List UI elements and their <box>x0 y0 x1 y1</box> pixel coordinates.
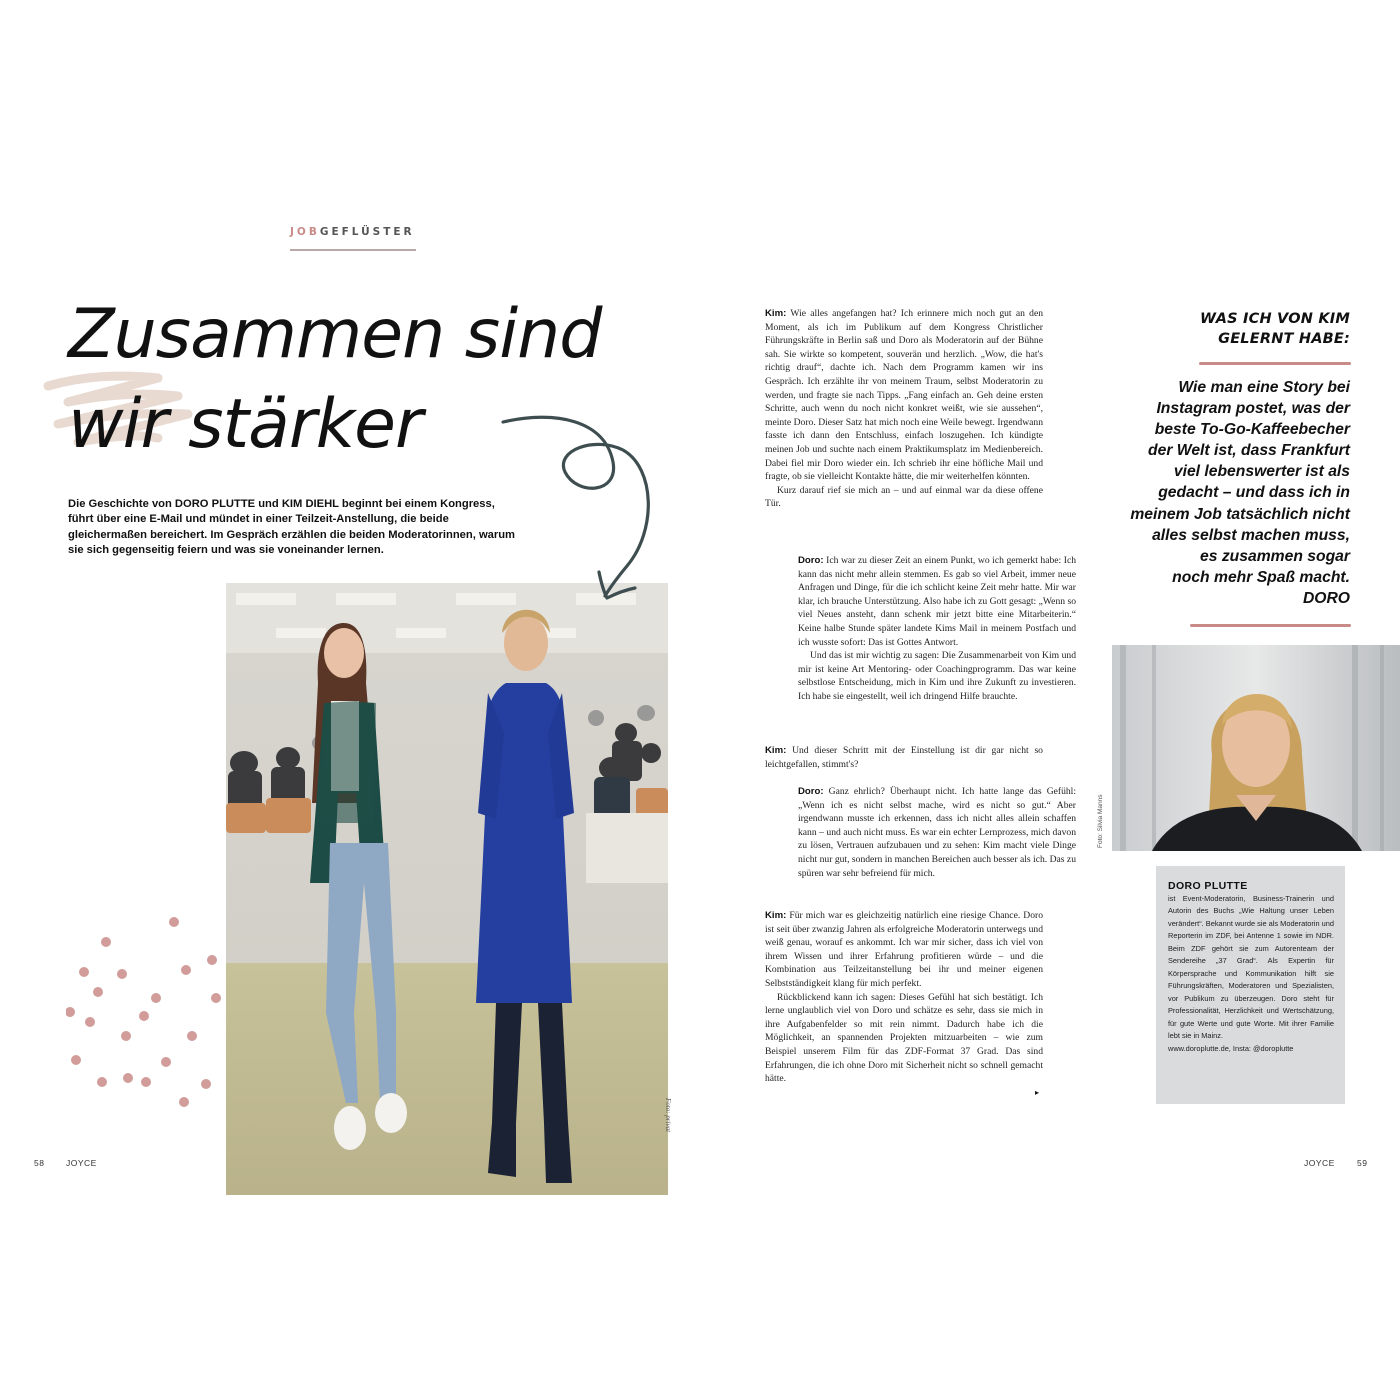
quote-line: alles selbst machen muss, <box>1152 526 1350 544</box>
page-number-left: 58 <box>34 1158 45 1168</box>
speaker-label: Kim: <box>765 910 787 921</box>
answer-text: Ganz ehrlich? Überhaupt nicht. Ich hatte lange das Gefühl: „Wenn ich es nicht selbst mache, wird es nicht so gut.“ Aber irgendwann musste ich erkennen, dass ich nicht alles allein schaffen kann – und auch nicht muss. Es war ein echter Lernprozess, mich davon zu lösen, Vertrauen aufzubauen und zu sehen: Kim macht viele Dinge nicht nur gut, sondern in manchen Bereichen auch besser als ich. Das zu spüren war sehr befreiend für mich. <box>798 786 1076 879</box>
title-line-1: Zusammen sind <box>68 295 602 374</box>
quote-line: beste To-Go-Kaffeebecher <box>1154 421 1350 439</box>
answer-text: Wie alles angefangen hat? Ich erinnere mich noch gut an den Moment, als ich im Publikum auf dem Kongress Christlicher Führungskräfte in Berlin saß und Doro als Moderatorin auf der Bühne sah. Sie wirkte so kompetent, souverän und herzlich. „Wow, die hat's richtig drauf“, dachte ich. Nach dem Programm kamen wir ins Gespräch. Ich erzählte ihr von meinem Traum, selbst Moderatorin zu werden, und fragte sie nach Tipps. „Fang einfach an. Geh deine ersten Schritte, auch wenn du noch nicht konkret weißt, wie sie aussehen“, meinte Doro. Dieser Satz hat mich noch eine Weile bewegt. Irgendwann fasste ich dann den Entschluss, einfach loszugehen. Ich kündigte meinen Job und suchte nach einem Praktikumsplatz im Medienbereich. Dabei fiel mir Doro wieder ein. Ich schrieb ihr eine höfliche Mail und fragte, ob sie vielleicht Kontakte hätte, die mir weiterhelfen könnten. <box>765 308 1043 483</box>
quote-heading-line-2: GELERNT HABE: <box>1218 331 1350 347</box>
rubric-accent: JOB <box>290 226 320 238</box>
lead-paragraph: Die Geschichte von DORO PLUTTE und KIM DIEHL beginnt bei einem Kongress, führt über eine E-Mail und mündet in einer Teilzeit-Anstellung, die beide gleichermaßen bereichert. Im Gespräch erzählen die beiden Moderatorinnen, warum sie sich gegenseitig feiern und was sie voneinander lernen. <box>68 498 516 556</box>
quote-divider-bottom <box>1190 624 1351 627</box>
pull-quote <box>1070 377 1350 609</box>
quote-line: meinem Job tatsächlich nicht <box>1130 505 1350 523</box>
quote-line: Wie man eine Story bei <box>1178 379 1350 396</box>
bio-name: DORO PLUTTE <box>1168 880 1248 892</box>
quote-line: viel lebenswerter ist als <box>1173 463 1350 481</box>
magazine-name-left: JOYCE <box>66 1158 97 1168</box>
end-mark: ▸ <box>1035 1088 1040 1097</box>
answer-text: Ich war zu dieser Zeit an einem Punkt, wo ich gemerkt habe: Ich kann das nicht mehr allein stemmen. Es gab so viel Arbeit, immer neue Anfragen und Dinge, für die ich schlicht keine Zeit mehr hatte. Mir war klar, ich brauche Unterstützung. Also habe ich zu Gott gesagt: „Wenn so viel Neues ansteht, dann schenk mir jetzt bitte eine Mitarbeiterin.“ Keine halbe Stunde später landete Kims Mail in meinem Postfach und ich wusste sofort: Das ist Gottes Antwort. <box>798 555 1077 648</box>
quote-divider-top <box>1199 362 1351 365</box>
bio-web: www.doroplutte.de, Insta: @doroplutte <box>1168 1043 1294 1053</box>
rubric-rest: GEFLÜSTER <box>319 226 415 238</box>
photo-doro-portrait <box>1112 645 1400 851</box>
magazine-name-right: JOYCE <box>1304 1158 1335 1168</box>
speaker-label: Kim: <box>765 308 787 319</box>
speaker-label: Doro: <box>798 555 824 566</box>
quote-line: der Welt ist, dass Frankfurt <box>1148 442 1350 460</box>
quote-heading <box>1200 309 1350 349</box>
speaker-label: Kim: <box>765 745 787 756</box>
photo-doro-and-kim <box>226 583 668 1195</box>
quote-line: noch mehr Spaß macht. <box>1172 568 1350 586</box>
quote-line: es zusammen sogar <box>1200 547 1350 565</box>
answer-text: Für mich war es gleichzeitig natürlich eine riesige Chance. Doro ist seit über zwanzig Jahren als erfolgreiche Moderatorin unterwegs und weiß genau, worauf es ankommt. Ich war mir sicher, dass ich viel von ihrem Wissen und ihrer Erfahrung profitieren würde – und die Kombination aus Teilzeitanstellung bei ihr und meiner eigenen Selbstständigkeit klang für mich perfekt. <box>765 910 1043 989</box>
rubric-underline <box>290 249 416 251</box>
quote-author: DORO <box>1302 589 1350 607</box>
bio-text-block <box>1168 880 1334 1055</box>
interview-block-2 <box>798 554 1076 704</box>
page-title <box>68 290 601 470</box>
bio-text: ist Event-Moderatorin, Business-Trainerin und Autorin des Buchs „Wie Haltung unser Leben verändert“. Bekannt wurde sie als Moderatorin und Reporterin im ZDF, bei Antenne 1 sowie im NDR. Beim ZDF gehört sie zum Autorenteam der Sendereihe „37 Grad“. Als Expertin für Körpersprache und Kommunikation hilft sie Führungskräften, Moderatoren und Spezialisten, vor Publikum zu überzeugen. Doro steht für Professionalität, Herzlichkeit und Wertschätzung, für gute Werte und gute Worte. Mit ihrer Familie lebt sie in Mainz. <box>1168 893 1334 1040</box>
photo-credit-right: Foto: Silvia Manns <box>1097 794 1104 848</box>
dots-decoration <box>66 912 226 1112</box>
answer-continuation: Rückblickend kann ich sagen: Dieses Gefühl hat sich bestätigt. Ich lerne unglaublich viel von Doro und schätze es sehr, dass sie mich in ihre Aufgabenfelder so mit rein nimmt. Dadurch habe ich die Möglichkeit, an spannenden Projekten mitzuarbeiten – wie zum Beispiel unserem Film für das ZDF-Format 37 Grad. Das sind Erfahrungen, die ich ohne Doro mit Sicherheit nicht so schnell gemacht hätte. <box>765 991 1043 1085</box>
quote-line: gedacht – und dass ich in <box>1158 484 1350 502</box>
quote-heading-line-1: WAS ICH VON KIM <box>1200 311 1350 327</box>
portrait-illustration <box>1112 645 1400 851</box>
photo-illustration <box>226 583 668 1195</box>
title-line-2: wir stärker <box>68 385 422 464</box>
quote-line: Instagram postet, was der <box>1156 400 1350 418</box>
speaker-label: Doro: <box>798 786 824 797</box>
photo-credit-left: Foto: privat <box>664 1098 672 1133</box>
answer-continuation: Und das ist mir wichtig zu sagen: Die Zusammenarbeit von Kim und mir ist keine Art Mentoring- oder Coachingprogramm. Das war keine selbstlose Entscheidung, mich in Kim und ihre Zukunft zu investieren. Ich habe sie eingestellt, weil ich dringend Hilfe brauchte. <box>798 650 1076 702</box>
answer-continuation: Kurz darauf rief sie mich an – und auf einmal war da diese offene Tür. <box>765 484 1043 510</box>
interview-block-1 <box>765 307 1043 511</box>
answer-text: Und dieser Schritt mit der Einstellung ist dir gar nicht so leichtgefallen, stimmt's? <box>765 745 1043 770</box>
page-number-right: 59 <box>1357 1158 1368 1168</box>
interview-block-4 <box>798 785 1076 880</box>
interview-block-5 <box>765 909 1043 1086</box>
interview-block-3 <box>765 744 1043 771</box>
section-rubric <box>290 226 416 238</box>
